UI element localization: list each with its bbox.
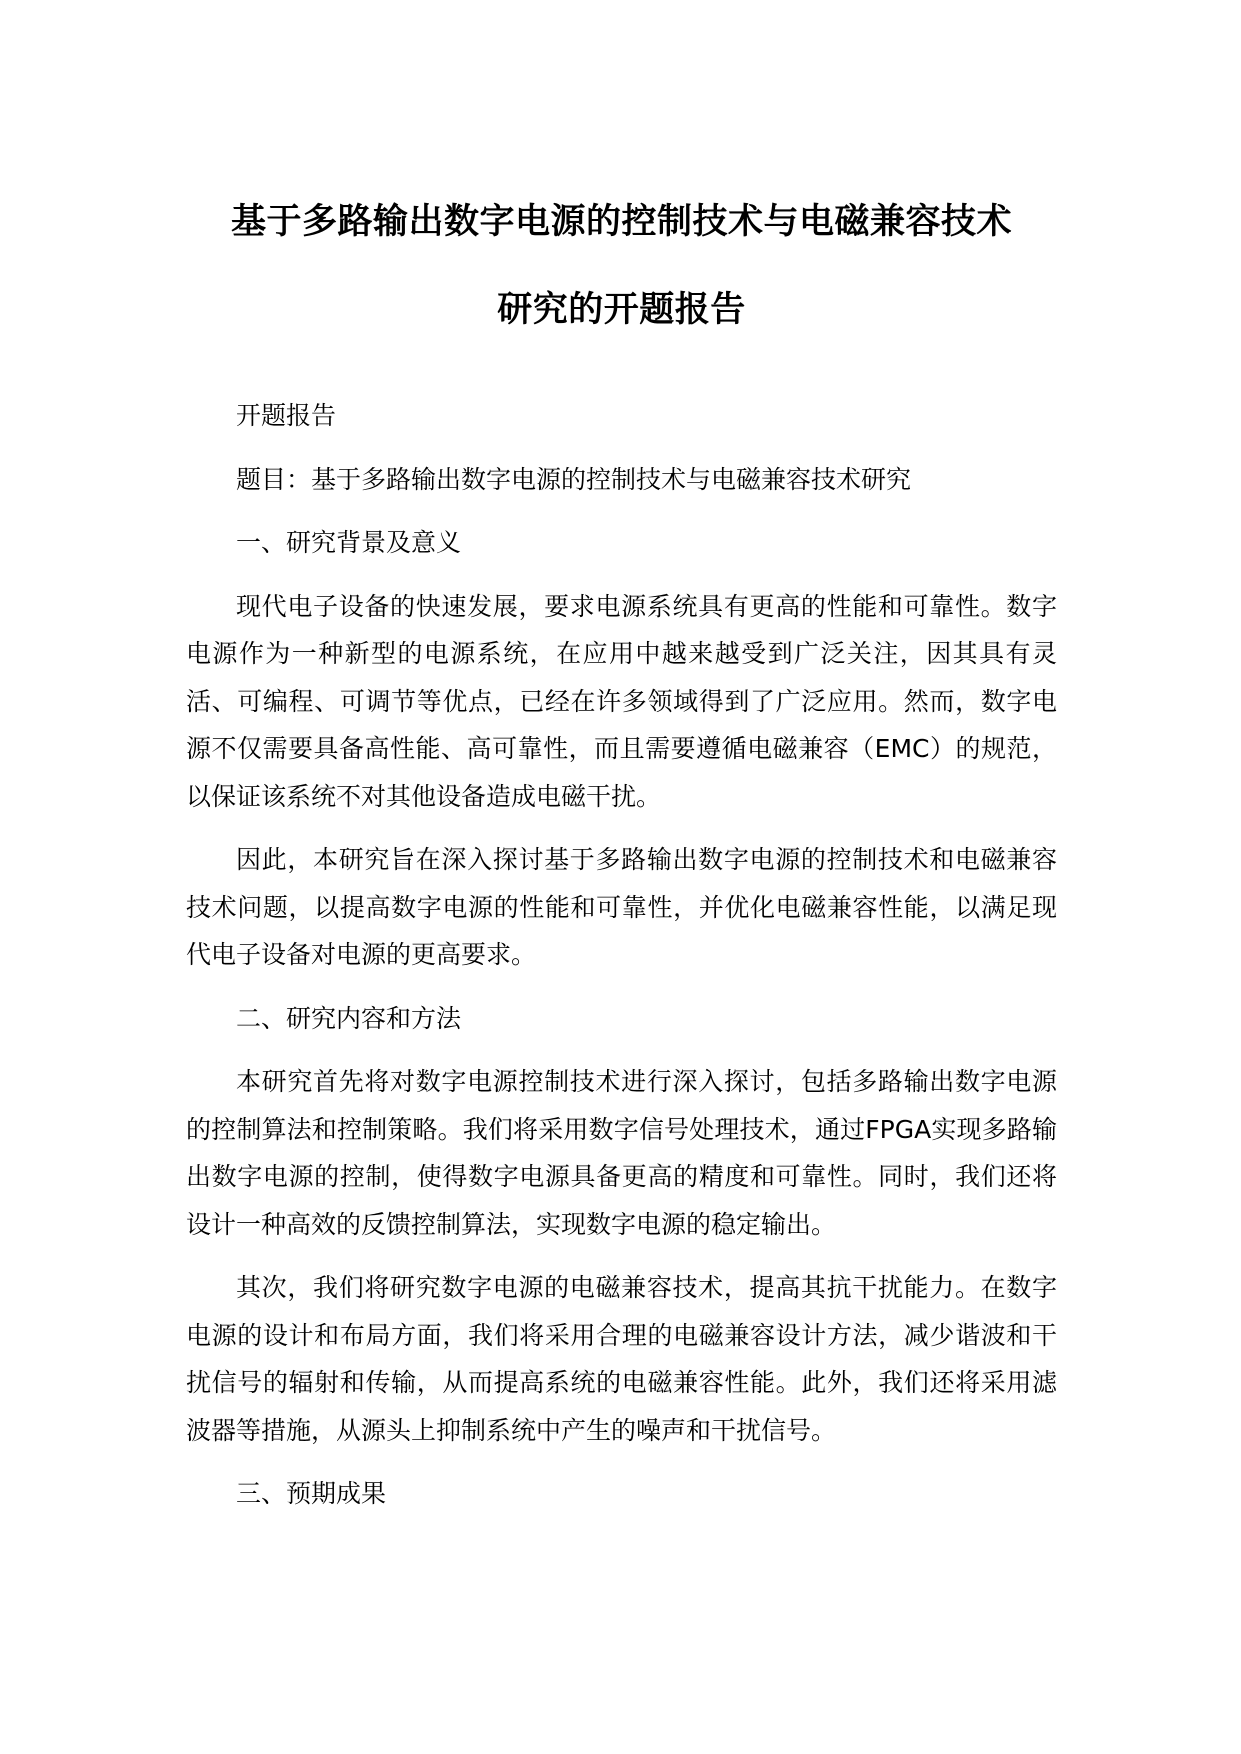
section-3-heading: 三、预期成果 <box>236 1479 387 1508</box>
title-line-2: 研究的开题报告 <box>497 290 746 330</box>
section-2-paragraph-1: 本研究首先将对数字电源控制技术进行深入探讨，包括多路输出数字电源的控制算法和控制策略。我们将采用数字信号处理技术，通过FPGA实现多路输出数字电源的控制，使得数字电源具备更高的精度和可靠性。同时，我们还将设计一种高效的反馈控制算法，实现数字电源的稳定输出。 <box>186 1067 1057 1239</box>
section-1-paragraph-1: 现代电子设备的快速发展，要求电源系统具有更高的性能和可靠性。数字电源作为一种新型的电源系统，在应用中越来越受到广泛关注，因其具有灵活、可编程、可调节等优点，已经在许多领域得到了广泛应用。然而，数字电源不仅需要具备高性能、高可靠性，而且需要遵循电磁兼容（EMC）的规范，以保证该系统不对其他设备造成电磁干扰。 <box>186 591 1057 811</box>
title-line-1: 基于多路输出数字电源的控制技术与电磁兼容技术 <box>230 202 1012 242</box>
section-2-paragraph-2: 其次，我们将研究数字电源的电磁兼容技术，提高其抗干扰能力。在数字电源的设计和布局方面，我们将采用合理的电磁兼容设计方法，减少谐波和干扰信号的辐射和传输，从而提高系统的电磁兼容性能。此外，我们还将采用滤波器等措施，从源头上抑制系统中产生的噪声和干扰信号。 <box>186 1273 1057 1445</box>
section-1-heading: 一、研究背景及意义 <box>236 528 462 557</box>
topic-line: 题目：基于多路输出数字电源的控制技术与电磁兼容技术研究 <box>236 464 912 494</box>
section-2-heading: 二、研究内容和方法 <box>236 1003 462 1033</box>
section-1-paragraph-2: 因此，本研究旨在深入探讨基于多路输出数字电源的控制技术和电磁兼容技术问题，以提高数字电源的性能和可靠性，并优化电磁兼容性能，以满足现代电子设备对电源的更高要求。 <box>186 845 1057 969</box>
document-title <box>186 178 1057 354</box>
report-label: 开题报告 <box>236 401 337 430</box>
